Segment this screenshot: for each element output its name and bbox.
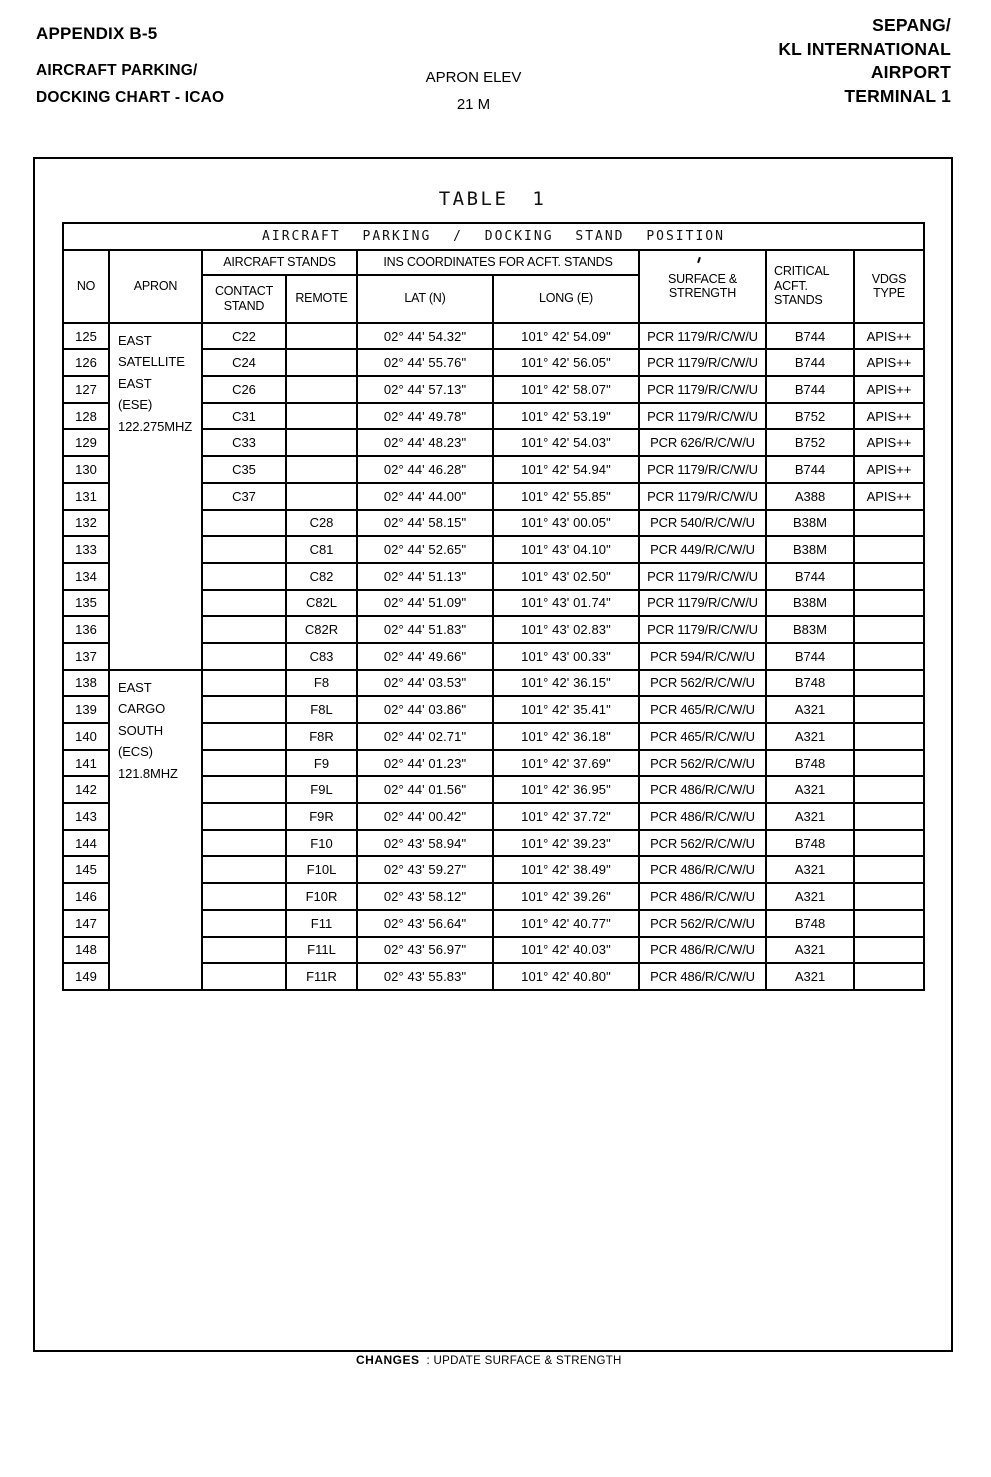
contact-stand-cell bbox=[202, 883, 286, 910]
column-header-contact-stand: CONTACT STAND bbox=[202, 275, 286, 323]
changes-label: CHANGES bbox=[356, 1353, 420, 1367]
vdgs-type-cell bbox=[854, 910, 924, 937]
changes-text: : UPDATE SURFACE & STRENGTH bbox=[426, 1355, 622, 1367]
lat-cell: 02° 44' 52.65" bbox=[357, 536, 493, 563]
row-number-cell: 141 bbox=[63, 750, 109, 777]
critical-stand-cell: B748 bbox=[766, 670, 854, 697]
long-cell: 101° 43' 00.33" bbox=[493, 643, 639, 670]
document-title bbox=[36, 57, 224, 111]
critical-label-line1: CRITICAL bbox=[774, 264, 830, 279]
column-header-aircraft-stands: AIRCRAFT STANDS bbox=[202, 250, 357, 275]
contact-stand-cell bbox=[202, 643, 286, 670]
critical-label-line3: STANDS bbox=[774, 293, 823, 308]
surface-strength-cell: PCR 1179/R/C/W/U bbox=[639, 563, 766, 590]
vdgs-type-cell bbox=[854, 536, 924, 563]
critical-stand-cell: B744 bbox=[766, 643, 854, 670]
critical-stand-cell: B38M bbox=[766, 590, 854, 617]
critical-stand-cell: B38M bbox=[766, 510, 854, 537]
row-number-cell: 132 bbox=[63, 510, 109, 537]
row-number-cell: 136 bbox=[63, 616, 109, 643]
surface-strength-cell: PCR 626/R/C/W/U bbox=[639, 429, 766, 456]
long-cell: 101° 42' 36.18" bbox=[493, 723, 639, 750]
changes-note bbox=[356, 1353, 622, 1367]
surface-strength-cell: PCR 562/R/C/W/U bbox=[639, 830, 766, 857]
critical-stand-cell: B744 bbox=[766, 376, 854, 403]
surface-strength-cell: PCR 1179/R/C/W/U bbox=[639, 456, 766, 483]
long-cell: 101° 42' 35.41" bbox=[493, 696, 639, 723]
vdgs-type-cell: APIS++ bbox=[854, 483, 924, 510]
critical-stand-cell: B744 bbox=[766, 349, 854, 376]
contact-stand-cell bbox=[202, 856, 286, 883]
lat-cell: 02° 44' 49.78" bbox=[357, 403, 493, 430]
vdgs-type-cell bbox=[854, 776, 924, 803]
critical-label-line2: ACFT. bbox=[774, 278, 808, 293]
critical-stand-cell: B744 bbox=[766, 563, 854, 590]
critical-stand-cell: B752 bbox=[766, 403, 854, 430]
parking-stand-table bbox=[62, 222, 925, 991]
column-header-vdgs-type bbox=[854, 250, 924, 323]
surface-strength-cell: PCR 594/R/C/W/U bbox=[639, 643, 766, 670]
critical-stand-cell: B38M bbox=[766, 536, 854, 563]
critical-stand-cell: A388 bbox=[766, 483, 854, 510]
row-number-cell: 131 bbox=[63, 483, 109, 510]
lat-cell: 02° 44' 55.76" bbox=[357, 349, 493, 376]
lat-cell: 02° 44' 58.15" bbox=[357, 510, 493, 537]
remote-stand-cell bbox=[286, 456, 357, 483]
row-number-cell: 149 bbox=[63, 963, 109, 990]
remote-stand-cell: C83 bbox=[286, 643, 357, 670]
remote-stand-cell: F10L bbox=[286, 856, 357, 883]
vdgs-type-cell: APIS++ bbox=[854, 376, 924, 403]
vdgs-type-cell bbox=[854, 937, 924, 964]
contact-stand-cell: C31 bbox=[202, 403, 286, 430]
remote-stand-cell: F9R bbox=[286, 803, 357, 830]
remote-stand-cell bbox=[286, 403, 357, 430]
lat-cell: 02° 44' 01.56" bbox=[357, 776, 493, 803]
contact-stand-cell bbox=[202, 803, 286, 830]
surface-strength-cell: PCR 486/R/C/W/U bbox=[639, 776, 766, 803]
surface-strength-label: SURFACE & STRENGTH bbox=[667, 271, 738, 301]
critical-stand-cell: A321 bbox=[766, 723, 854, 750]
long-cell: 101° 42' 38.49" bbox=[493, 856, 639, 883]
contact-stand-cell bbox=[202, 830, 286, 857]
row-number-cell: 139 bbox=[63, 696, 109, 723]
critical-stand-cell: B748 bbox=[766, 830, 854, 857]
remote-stand-cell: C82 bbox=[286, 563, 357, 590]
long-cell: 101° 43' 02.50" bbox=[493, 563, 639, 590]
airport-name-line3: AIRPORT bbox=[870, 62, 951, 82]
appendix-label: APPENDIX B-5 bbox=[36, 24, 158, 43]
surface-strength-cell: PCR 1179/R/C/W/U bbox=[639, 590, 766, 617]
row-number-cell: 126 bbox=[63, 349, 109, 376]
contact-stand-cell: C35 bbox=[202, 456, 286, 483]
row-number-cell: 128 bbox=[63, 403, 109, 430]
long-cell: 101° 42' 40.77" bbox=[493, 910, 639, 937]
vdgs-type-cell bbox=[854, 696, 924, 723]
row-number-cell: 127 bbox=[63, 376, 109, 403]
remote-stand-cell: F8 bbox=[286, 670, 357, 697]
lat-cell: 02° 43' 59.27" bbox=[357, 856, 493, 883]
row-number-cell: 147 bbox=[63, 910, 109, 937]
contact-stand-cell bbox=[202, 776, 286, 803]
vdgs-type-cell bbox=[854, 856, 924, 883]
vdgs-type-cell: APIS++ bbox=[854, 403, 924, 430]
long-cell: 101° 42' 37.69" bbox=[493, 750, 639, 777]
table-banner: AIRCRAFT PARKING / DOCKING STAND POSITION bbox=[63, 223, 924, 250]
row-number-cell: 137 bbox=[63, 643, 109, 670]
vdgs-label-line1: VDGS bbox=[871, 271, 907, 286]
lat-cell: 02° 44' 02.71" bbox=[357, 723, 493, 750]
document-title-line2: DOCKING CHART - ICAO bbox=[36, 89, 225, 106]
long-cell: 101° 42' 54.09" bbox=[493, 323, 639, 350]
column-header-critical-stands bbox=[766, 250, 854, 323]
remote-stand-cell: C81 bbox=[286, 536, 357, 563]
row-number-cell: 134 bbox=[63, 563, 109, 590]
column-header-apron: APRON bbox=[109, 250, 202, 323]
lat-cell: 02° 44' 49.66" bbox=[357, 643, 493, 670]
lat-cell: 02° 43' 58.94" bbox=[357, 830, 493, 857]
table-caption: TABLE 1 bbox=[438, 188, 547, 210]
contact-stand-cell bbox=[202, 963, 286, 990]
surface-strength-cell: PCR 1179/R/C/W/U bbox=[639, 349, 766, 376]
remote-stand-cell bbox=[286, 429, 357, 456]
row-number-cell: 133 bbox=[63, 536, 109, 563]
vdgs-label-line2: TYPE bbox=[873, 286, 905, 301]
critical-stand-cell: B744 bbox=[766, 323, 854, 350]
vdgs-type-cell bbox=[854, 670, 924, 697]
airport-name-line4: TERMINAL 1 bbox=[844, 85, 951, 106]
contact-stand-cell bbox=[202, 590, 286, 617]
critical-stand-cell: B748 bbox=[766, 910, 854, 937]
contact-stand-cell bbox=[202, 750, 286, 777]
header-left-block bbox=[36, 24, 224, 111]
contact-stand-cell: C24 bbox=[202, 349, 286, 376]
contact-stand-cell bbox=[202, 670, 286, 697]
row-number-cell: 144 bbox=[63, 830, 109, 857]
surface-strength-cell: PCR 486/R/C/W/U bbox=[639, 803, 766, 830]
long-cell: 101° 42' 54.03" bbox=[493, 429, 639, 456]
row-number-cell: 142 bbox=[63, 776, 109, 803]
vdgs-type-cell bbox=[854, 963, 924, 990]
lat-cell: 02° 43' 58.12" bbox=[357, 883, 493, 910]
remote-stand-cell: F11 bbox=[286, 910, 357, 937]
vdgs-type-cell bbox=[854, 830, 924, 857]
lat-cell: 02° 44' 48.23" bbox=[357, 429, 493, 456]
contact-stand-cell: C26 bbox=[202, 376, 286, 403]
critical-stand-cell: B748 bbox=[766, 750, 854, 777]
row-number-cell: 143 bbox=[63, 803, 109, 830]
apron-elevation-block bbox=[396, 64, 551, 118]
apron-elev-label: APRON ELEV bbox=[425, 69, 522, 86]
long-cell: 101° 42' 55.85" bbox=[493, 483, 639, 510]
surface-strength-cell: PCR 465/R/C/W/U bbox=[639, 723, 766, 750]
remote-stand-cell: F11R bbox=[286, 963, 357, 990]
critical-stand-cell: A321 bbox=[766, 856, 854, 883]
column-header-surface-strength bbox=[639, 250, 766, 323]
long-cell: 101° 43' 01.74" bbox=[493, 590, 639, 617]
remote-stand-cell: F9L bbox=[286, 776, 357, 803]
long-cell: 101° 43' 00.05" bbox=[493, 510, 639, 537]
critical-stand-cell: B752 bbox=[766, 429, 854, 456]
lat-cell: 02° 43' 56.64" bbox=[357, 910, 493, 937]
lat-cell: 02° 44' 51.13" bbox=[357, 563, 493, 590]
remote-stand-cell: C82R bbox=[286, 616, 357, 643]
vdgs-type-cell: APIS++ bbox=[854, 456, 924, 483]
airport-name-line1: SEPANG/ bbox=[872, 15, 951, 35]
contact-stand-cell bbox=[202, 616, 286, 643]
long-cell: 101° 42' 54.94" bbox=[493, 456, 639, 483]
table-header-group-row bbox=[63, 250, 924, 275]
remote-stand-cell: F9 bbox=[286, 750, 357, 777]
vdgs-type-cell bbox=[854, 510, 924, 537]
table-row bbox=[63, 323, 924, 350]
surface-strength-cell: PCR 465/R/C/W/U bbox=[639, 696, 766, 723]
critical-stand-cell: A321 bbox=[766, 963, 854, 990]
remote-stand-cell bbox=[286, 323, 357, 350]
vdgs-type-cell: APIS++ bbox=[854, 323, 924, 350]
contact-stand-cell: C33 bbox=[202, 429, 286, 456]
long-cell: 101° 42' 56.05" bbox=[493, 349, 639, 376]
contact-stand-cell bbox=[202, 563, 286, 590]
column-header-no: NO bbox=[63, 250, 109, 323]
stand-table-body bbox=[63, 323, 924, 990]
lat-cell: 02° 44' 46.28" bbox=[357, 456, 493, 483]
remote-stand-cell: C28 bbox=[286, 510, 357, 537]
critical-stand-cell: B744 bbox=[766, 456, 854, 483]
remote-stand-cell: F8R bbox=[286, 723, 357, 750]
long-cell: 101° 42' 37.72" bbox=[493, 803, 639, 830]
contact-stand-cell bbox=[202, 536, 286, 563]
row-number-cell: 146 bbox=[63, 883, 109, 910]
critical-stand-cell: A321 bbox=[766, 696, 854, 723]
surface-strength-cell: PCR 1179/R/C/W/U bbox=[639, 616, 766, 643]
contact-stand-cell bbox=[202, 723, 286, 750]
surface-strength-cell: PCR 486/R/C/W/U bbox=[639, 963, 766, 990]
surface-strength-cell: PCR 1179/R/C/W/U bbox=[639, 483, 766, 510]
long-cell: 101° 43' 04.10" bbox=[493, 536, 639, 563]
lat-cell: 02° 44' 54.32" bbox=[357, 323, 493, 350]
remote-stand-cell: F11L bbox=[286, 937, 357, 964]
document-title-line1: AIRCRAFT PARKING/ bbox=[36, 62, 198, 79]
lat-cell: 02° 43' 55.83" bbox=[357, 963, 493, 990]
long-cell: 101° 42' 40.03" bbox=[493, 937, 639, 964]
long-cell: 101° 42' 40.80" bbox=[493, 963, 639, 990]
surface-strength-cell: PCR 1179/R/C/W/U bbox=[639, 323, 766, 350]
column-header-long: LONG (E) bbox=[493, 275, 639, 323]
airport-name-line2: KL INTERNATIONAL bbox=[778, 38, 951, 59]
contact-stand-cell: C22 bbox=[202, 323, 286, 350]
column-header-ins-coordinates: INS COORDINATES FOR ACFT. STANDS bbox=[357, 250, 639, 275]
vdgs-type-cell bbox=[854, 750, 924, 777]
surface-strength-cell: PCR 562/R/C/W/U bbox=[639, 670, 766, 697]
remote-stand-cell bbox=[286, 376, 357, 403]
vdgs-type-cell bbox=[854, 563, 924, 590]
lat-cell: 02° 44' 03.86" bbox=[357, 696, 493, 723]
airport-name-block bbox=[778, 14, 951, 108]
apron-cell: EAST CARGO SOUTH (ECS) 121.8MHZ bbox=[109, 670, 202, 990]
lat-cell: 02° 44' 01.23" bbox=[357, 750, 493, 777]
critical-stand-cell: A321 bbox=[766, 776, 854, 803]
surface-strength-cell: PCR 1179/R/C/W/U bbox=[639, 376, 766, 403]
long-cell: 101° 42' 36.95" bbox=[493, 776, 639, 803]
row-number-cell: 135 bbox=[63, 590, 109, 617]
vdgs-type-cell bbox=[854, 723, 924, 750]
apron-elev-value: 21 M bbox=[456, 96, 491, 113]
lat-cell: 02° 44' 03.53" bbox=[357, 670, 493, 697]
remote-stand-cell: C82L bbox=[286, 590, 357, 617]
critical-stand-cell: A321 bbox=[766, 937, 854, 964]
long-cell: 101° 42' 39.26" bbox=[493, 883, 639, 910]
row-number-cell: 145 bbox=[63, 856, 109, 883]
table-banner-row bbox=[63, 223, 924, 250]
row-number-cell: 148 bbox=[63, 937, 109, 964]
long-cell: 101° 42' 58.07" bbox=[493, 376, 639, 403]
surface-strength-cell: PCR 486/R/C/W/U bbox=[639, 856, 766, 883]
surface-strength-cell: PCR 1179/R/C/W/U bbox=[639, 403, 766, 430]
surface-strength-cell: PCR 562/R/C/W/U bbox=[639, 750, 766, 777]
remote-stand-cell: F8L bbox=[286, 696, 357, 723]
lat-cell: 02° 44' 57.13" bbox=[357, 376, 493, 403]
row-number-cell: 130 bbox=[63, 456, 109, 483]
lat-cell: 02° 43' 56.97" bbox=[357, 937, 493, 964]
contact-stand-cell bbox=[202, 937, 286, 964]
table-row bbox=[63, 670, 924, 697]
apron-cell: EAST SATELLITE EAST (ESE) 122.275MHZ bbox=[109, 323, 202, 670]
contact-stand-cell bbox=[202, 696, 286, 723]
long-cell: 101° 42' 36.15" bbox=[493, 670, 639, 697]
long-cell: 101° 42' 39.23" bbox=[493, 830, 639, 857]
lat-cell: 02° 44' 00.42" bbox=[357, 803, 493, 830]
surface-strength-cell: PCR 540/R/C/W/U bbox=[639, 510, 766, 537]
vdgs-type-cell bbox=[854, 590, 924, 617]
row-number-cell: 138 bbox=[63, 670, 109, 697]
surface-strength-cell: PCR 449/R/C/W/U bbox=[639, 536, 766, 563]
critical-stand-cell: A321 bbox=[766, 883, 854, 910]
contact-stand-cell bbox=[202, 510, 286, 537]
vdgs-type-cell bbox=[854, 643, 924, 670]
long-cell: 101° 42' 53.19" bbox=[493, 403, 639, 430]
lat-cell: 02° 44' 51.83" bbox=[357, 616, 493, 643]
vdgs-type-cell bbox=[854, 803, 924, 830]
remote-stand-cell: F10R bbox=[286, 883, 357, 910]
critical-stand-cell: B83M bbox=[766, 616, 854, 643]
contact-stand-cell: C37 bbox=[202, 483, 286, 510]
surface-strength-cell: PCR 486/R/C/W/U bbox=[639, 937, 766, 964]
remote-stand-cell bbox=[286, 483, 357, 510]
vdgs-type-cell bbox=[854, 883, 924, 910]
surface-strength-cell: PCR 486/R/C/W/U bbox=[639, 883, 766, 910]
column-header-remote: REMOTE bbox=[286, 275, 357, 323]
vdgs-type-cell bbox=[854, 616, 924, 643]
row-number-cell: 129 bbox=[63, 429, 109, 456]
remote-stand-cell bbox=[286, 349, 357, 376]
row-number-cell: 140 bbox=[63, 723, 109, 750]
critical-stand-cell: A321 bbox=[766, 803, 854, 830]
contact-stand-cell bbox=[202, 910, 286, 937]
remote-stand-cell: F10 bbox=[286, 830, 357, 857]
surface-strength-cell: PCR 562/R/C/W/U bbox=[639, 910, 766, 937]
long-cell: 101° 43' 02.83" bbox=[493, 616, 639, 643]
vdgs-type-cell: APIS++ bbox=[854, 349, 924, 376]
vdgs-type-cell: APIS++ bbox=[854, 429, 924, 456]
column-header-lat: LAT (N) bbox=[357, 275, 493, 323]
lat-cell: 02° 44' 44.00" bbox=[357, 483, 493, 510]
lat-cell: 02° 44' 51.09" bbox=[357, 590, 493, 617]
row-number-cell: 125 bbox=[63, 323, 109, 350]
